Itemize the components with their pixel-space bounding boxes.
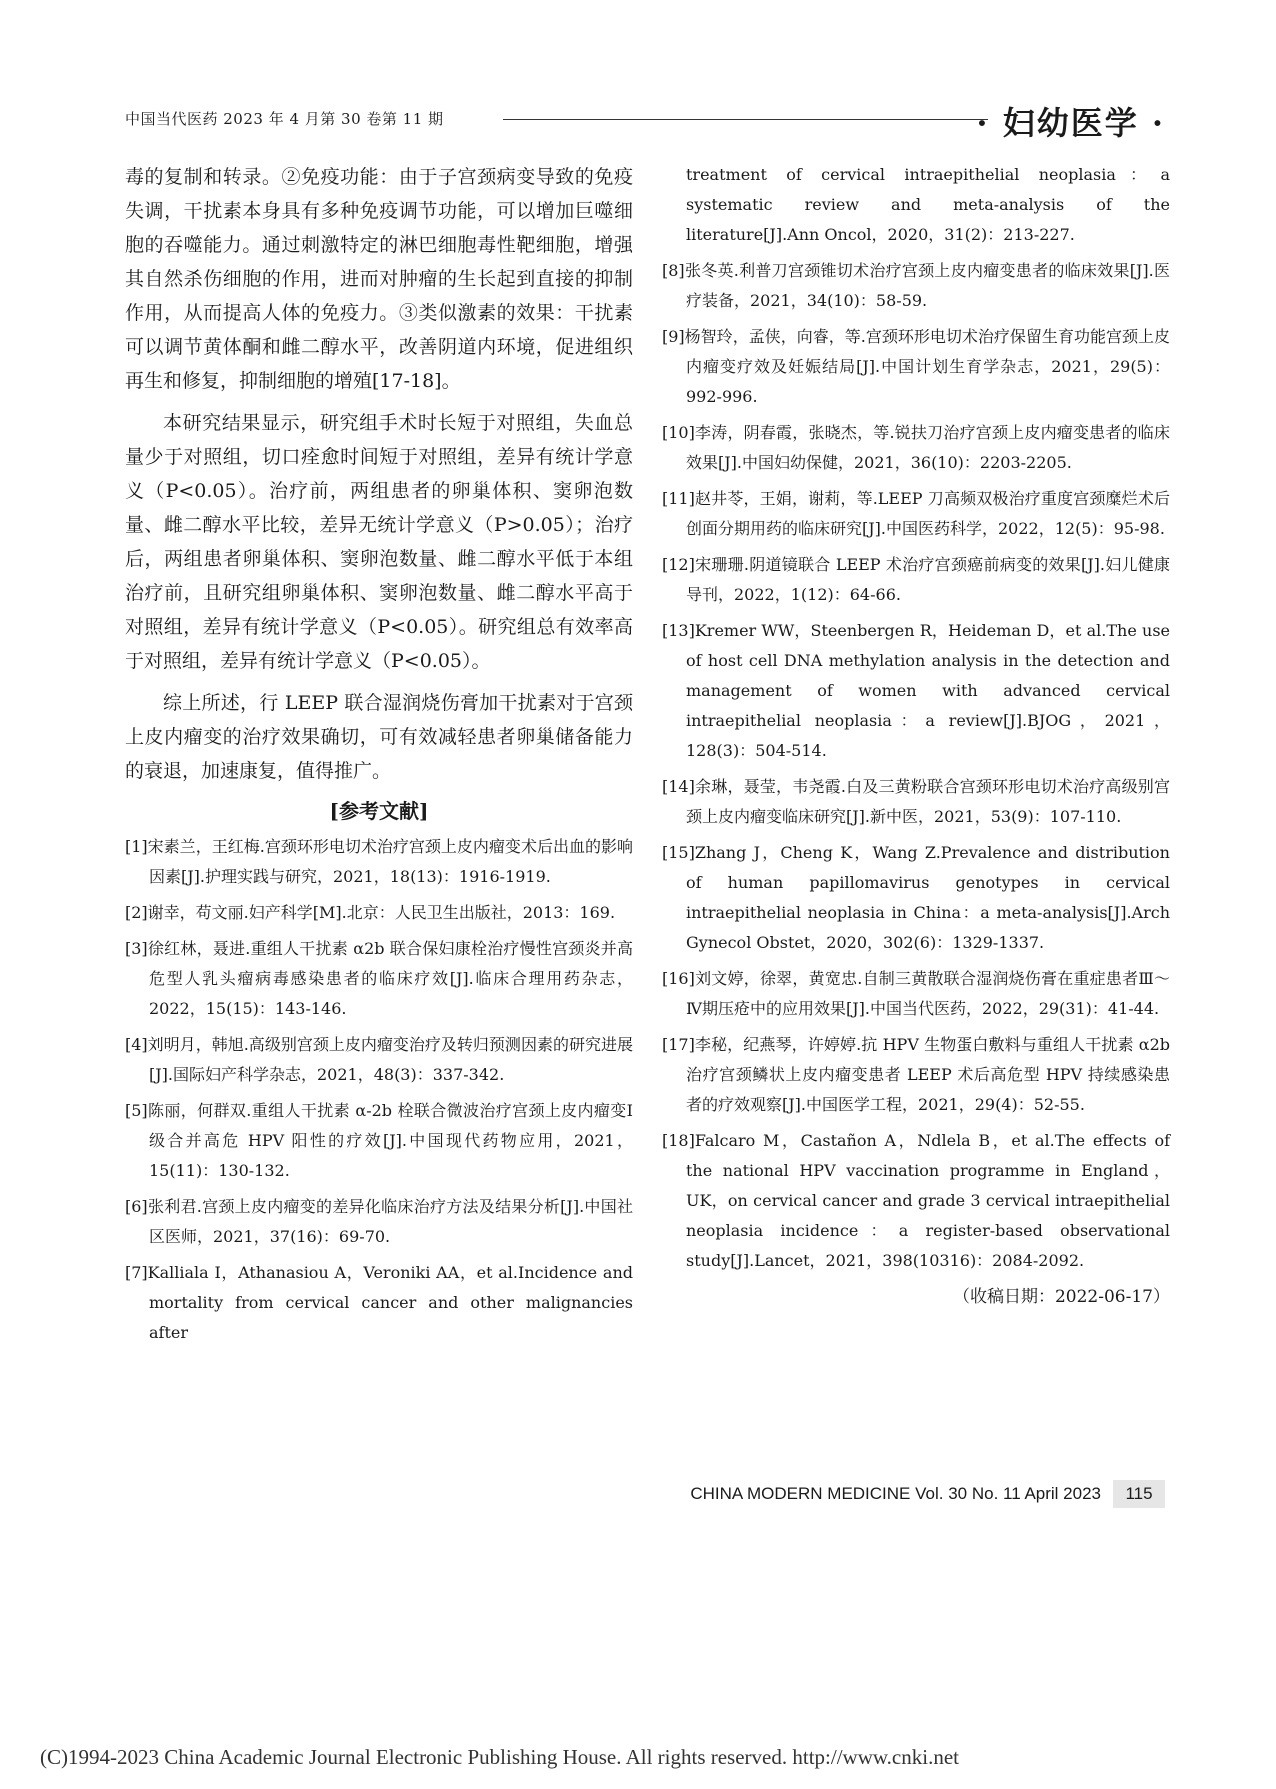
page-header [125, 98, 1165, 142]
left-column [125, 160, 633, 1354]
body-paragraph-3: 综上所述，行 LEEP 联合湿润烧伤膏加干扰素对于宫颈上皮内瘤变的治疗效果确切，可有效减轻患者卵巢储备能力的衰退，加速康复，值得推广。 [125, 692, 633, 782]
reference-item: [11]赵井苓，王娟，谢莉，等.LEEP 刀高频双极治疗重度宫颈糜烂术后创面分期用药的临床研究[J].中国医药科学，2022，12(5)：95-98. [662, 489, 1170, 538]
reference-item: [17]李秘，纪燕琴，许婷婷.抗 HPV 生物蛋白敷料与重组人干扰素 α2b 治疗宫颈鳞状上皮内瘤变患者 LEEP 术后高危型 HPV 持续感染患者的疗效观察[J].中国医学工程，2021，29(4)：52-55. [662, 1035, 1170, 1114]
header-rule [503, 119, 988, 120]
reference-item: [16]刘文婷，徐翠，黄宽忠.自制三黄散联合湿润烧伤膏在重症患者Ⅲ～Ⅳ期压疮中的应用效果[J].中国当代医药，2022，29(31)：41-44. [662, 969, 1170, 1018]
reference-item: [9]杨智玲，孟侠，向睿，等.宫颈环形电切术治疗保留生育功能宫颈上皮内瘤变疗效及妊娠结局[J].中国计划生育学杂志，2021，29(5)：992-996. [662, 327, 1170, 406]
reference-item: [1]宋素兰，王红梅.宫颈环形电切术治疗宫颈上皮内瘤变术后出血的影响因素[J].护理实践与研究，2021，18(13)：1916-1919. [125, 837, 633, 886]
reference-item: [4]刘明月，韩旭.高级别宫颈上皮内瘤变治疗及转归预测因素的研究进展[J].国际妇产科学杂志，2021，48(3)：337-342. [125, 1035, 633, 1084]
section-title: · 妇幼医学 · [976, 104, 1165, 142]
reference-item: [6]张利君.宫颈上皮内瘤变的差异化临床治疗方法及结果分析[J].中国社区医师，2021，37(16)：69-70. [125, 1197, 633, 1246]
received-date: （收稿日期：2022-06-17） [952, 1287, 1170, 1307]
references-heading: [参考文献] [329, 799, 429, 823]
reference-item: [13]Kremer WW，Steenbergen R，Heideman D，et al.The use of host cell DNA methylation analysis in the detection and management of women with advanced cervical intraepithelial neoplasia：a review[J].BJOG，2021，128(3)：504-514. [662, 621, 1170, 760]
reference-item: [14]余琳，聂莹，韦尧霞.白及三黄粉联合宫颈环形电切术治疗高级别宫颈上皮内瘤变临床研究[J].新中医，2021，53(9)：107-110. [662, 777, 1170, 826]
right-column [662, 160, 1170, 1312]
reference-item: [18]Falcaro M，Castañon A，Ndlela B，et al.The effects of the national HPV vaccination programme in England，UK，on cervical cancer and grade 3 cervical intraepithelial neoplasia incidence：a register-based observational study[J].Lancet，2021，398(10316)：2084-2092. [662, 1131, 1170, 1270]
reference-item: [10]李涛，阴春霞，张晓杰，等.锐扶刀治疗宫颈上皮内瘤变患者的临床效果[J].中国妇幼保健，2021，36(10)：2203-2205. [662, 423, 1170, 472]
reference-item: [5]陈丽，何群双.重组人干扰素 α-2b 栓联合微波治疗宫颈上皮内瘤变Ⅰ级合并高危 HPV 阳性的疗效[J].中国现代药物应用，2021，15(11)：130-132. [125, 1101, 633, 1180]
copyright-notice: (C)1994-2023 China Academic Journal Electronic Publishing House. All rights reserved. http://www.cnki.net [40, 1745, 959, 1769]
reference-item: [12]宋珊珊.阴道镜联合 LEEP 术治疗宫颈癌前病变的效果[J].妇儿健康导刊，2022，1(12)：64-66. [662, 555, 1170, 604]
journal-issue-line: 中国当代医药 2023 年 4 月第 30 卷第 11 期 [125, 110, 444, 128]
body-paragraph-2: 本研究结果显示，研究组手术时长短于对照组，失血总量少于对照组，切口痊愈时间短于对照组，差异有统计学意义（P<0.05）。治疗前，两组患者的卵巢体积、窦卵泡数量、雌二醇水平比较，差异无统计学意义（P>0.05）；治疗后，两组患者卵巢体积、窦卵泡数量、雌二醇水平低于本组治疗前，且研究组卵巢体积、窦卵泡数量、雌二醇水平高于对照组，差异有统计学意义（P<0.05）。研究组总有效率高于对照组，差异有统计学意义（P<0.05）。 [125, 412, 633, 672]
page-number: 115 [1113, 1480, 1165, 1508]
reference-item: [2]谢幸，苟文丽.妇产科学[M].北京：人民卫生出版社，2013：169. [125, 903, 616, 922]
body-paragraph-1: 毒的复制和转录。②免疫功能：由于子宫颈病变导致的免疫失调，干扰素本身具有多种免疫调节功能，可以增加巨噬细胞的吞噬能力。通过刺激特定的淋巴细胞毒性靶细胞，增强其自然杀伤细胞的作用，进而对肿瘤的生长起到直接的抑制作用，从而提高人体的免疫力。③类似激素的效果：干扰素可以调节黄体酮和雌二醇水平，改善阴道内环境，促进组织再生和修复，抑制细胞的增殖[17-18]。 [125, 166, 633, 392]
reference-item: [3]徐红林，聂进.重组人干扰素 α2b 联合保妇康栓治疗慢性宫颈炎并高危型人乳头瘤病毒感染患者的临床疗效[J].临床合理用药杂志，2022，15(15)：143-146. [125, 939, 633, 1018]
reference-continuation: treatment of cervical intraepithelial neoplasia：a systematic review and meta-analysis of the literature[J].Ann Oncol，2020，31(2)：213-227. [686, 165, 1170, 244]
page-footer [625, 1480, 1165, 1508]
reference-item: [8]张冬英.利普刀宫颈锥切术治疗宫颈上皮内瘤变患者的临床效果[J].医疗装备，2021，34(10)：58-59. [662, 261, 1170, 310]
reference-item: [15]Zhang J，Cheng K，Wang Z.Prevalence and distribution of human papillomavirus genotypes in cervical intraepithelial neoplasia in China：a meta-analysis[J].Arch Gynecol Obstet，2020，302(6)：1329-1337. [662, 843, 1170, 952]
journal-english-line: CHINA MODERN MEDICINE Vol. 30 No. 11 April 2023 [690, 1484, 1101, 1503]
reference-item: [7]Kalliala I，Athanasiou A，Veroniki AA，et al.Incidence and mortality from cervical cancer and other malignancies after [125, 1263, 633, 1342]
